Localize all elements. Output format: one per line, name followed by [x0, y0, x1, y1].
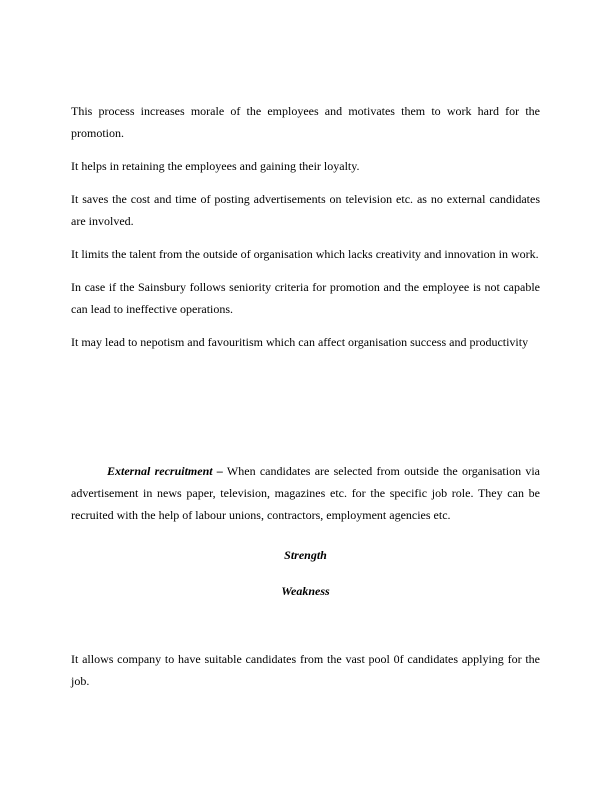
closing-paragraph: It allows company to have suitable candidates from the vast pool 0f candidates applying for the job. — [71, 652, 540, 688]
document-paragraph: It may lead to nepotism and favouritism which can affect organisation success and productivity — [71, 335, 529, 349]
external-recruitment-body: When candidates are selected from outside the organisation via advertisement in news paper, television, magazines etc. for the specific job role. They can be recruited with the help of labour unions, contractors, employment agencies etc. — [71, 464, 540, 522]
document-paragraph: In case if the Sainsbury follows seniority criteria for promotion and the employee is not capable can lead to ineffective operations. — [71, 280, 540, 316]
external-recruitment-lead: External recruitment – — [107, 464, 223, 478]
document-paragraph: It helps in retaining the employees and gaining their loyalty. — [71, 159, 360, 173]
heading-strength: Strength — [284, 548, 327, 562]
document-paragraph: It limits the talent from the outside of organisation which lacks creativity and innovation in work. — [71, 247, 539, 261]
vertical-gap — [71, 364, 540, 460]
heading-weakness: Weakness — [281, 584, 330, 598]
document-paragraph: It saves the cost and time of posting advertisements on television etc. as no external candidates are involved. — [71, 192, 540, 228]
external-recruitment-paragraph — [71, 460, 540, 526]
vertical-gap — [71, 616, 540, 648]
document-paragraph: This process increases morale of the employees and motivates them to work hard for the promotion. — [71, 104, 540, 140]
